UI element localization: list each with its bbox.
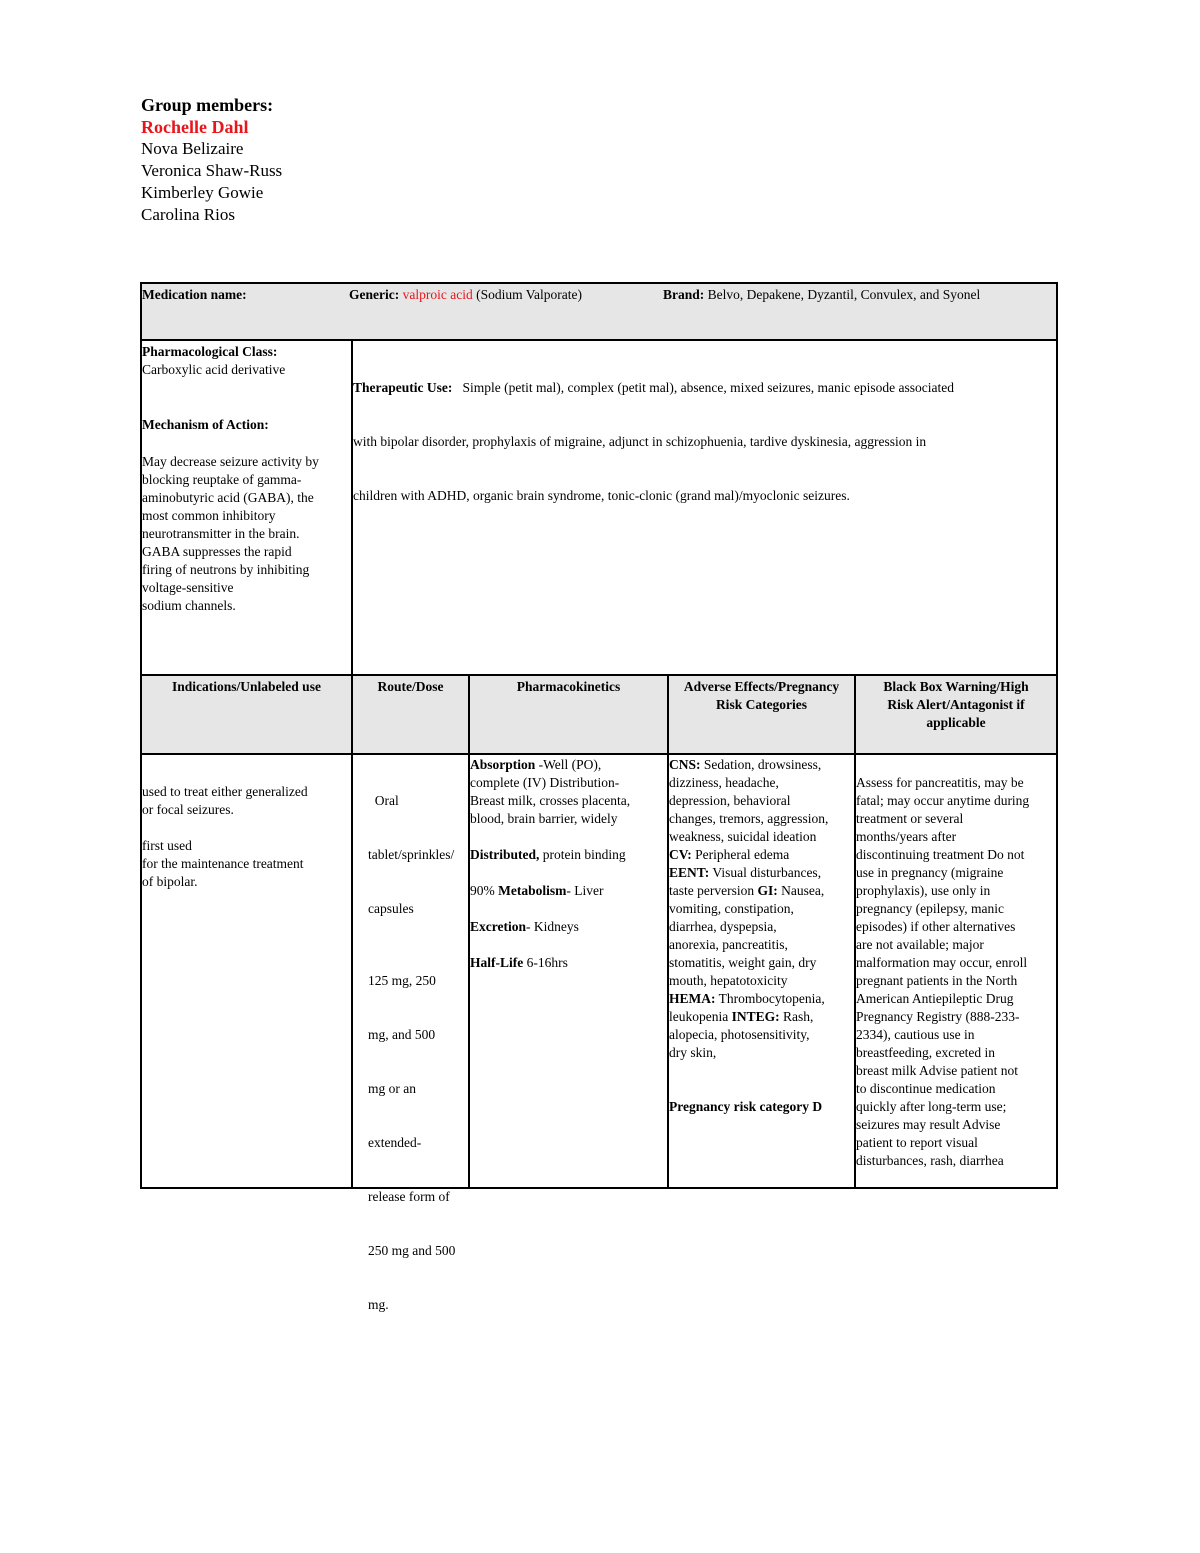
adverse-line: changes, tremors, aggression, — [669, 811, 829, 826]
warning-line: treatment or several — [856, 811, 964, 826]
indications-line: for the maintenance treatment — [142, 856, 304, 871]
route-dose-cell — [368, 756, 472, 1350]
metabolism-label: Metabolism — [498, 883, 567, 898]
dose-line: mg or an — [368, 1081, 416, 1096]
indications-line: or focal seizures. — [142, 802, 234, 817]
dose-line: release form of — [368, 1189, 450, 1204]
warning-line: episodes) if other alternatives — [856, 919, 1016, 934]
medication-name-label — [142, 286, 247, 304]
medication-table — [140, 282, 1058, 1312]
half-life-label: Half-Life — [470, 955, 524, 970]
brand-label: Brand: — [663, 287, 705, 302]
row-divider — [140, 339, 1058, 341]
excretion-text: - Kidneys — [526, 919, 579, 934]
col-header-blackbox-line: Risk Alert/Antagonist if — [887, 697, 1025, 712]
therapeutic-use-cell — [353, 343, 1053, 541]
col-header-route — [353, 678, 468, 696]
member-name: Carolina Rios — [141, 205, 235, 224]
generic-label: Generic: — [349, 287, 400, 302]
member-name: Kimberley Gowie — [141, 183, 264, 202]
moa-line: voltage-sensitive — [142, 580, 234, 595]
eent-label: EENT: — [669, 865, 710, 880]
col-header-indications — [142, 678, 351, 696]
row-divider — [140, 753, 1058, 755]
warning-line: patient to report visual — [856, 1135, 978, 1150]
medication-name-text: Medication name: — [142, 287, 247, 302]
pharm-class-value: Carboxylic acid derivative — [142, 362, 286, 377]
col-header-route-text: Route/Dose — [377, 679, 444, 694]
black-box-warning-cell — [856, 774, 1056, 1170]
therapeutic-line: children with ADHD, organic brain syndrome, tonic-clonic (grand mal)/myoclonic seizures. — [353, 488, 850, 503]
warning-line: months/years after — [856, 829, 957, 844]
brand-value: Belvo, Depakene, Dyzantil, Convulex, and Syonel — [704, 287, 981, 302]
cns-label: CNS: — [669, 757, 701, 772]
members-heading: Group members: — [141, 95, 274, 115]
pharmacological-class-cell — [142, 343, 349, 615]
integ-text: Rash, — [779, 1009, 814, 1024]
generic-value: valproic acid — [402, 287, 473, 302]
warning-line: prophylaxis), use only in — [856, 883, 991, 898]
generic-name — [349, 286, 582, 304]
col-header-adverse — [669, 678, 854, 714]
route-line: Oral — [368, 793, 399, 808]
warning-line: fatal; may occur anytime during — [856, 793, 1030, 808]
metabolism-prefix: 90% — [470, 883, 499, 898]
col-header-adverse-line: Adverse Effects/Pregnancy — [683, 679, 840, 694]
gi-prefix: taste perversion — [669, 883, 758, 898]
brand-name — [663, 286, 980, 304]
warning-line: pregnant patients in the North — [856, 973, 1018, 988]
eent-text: Visual disturbances, — [709, 865, 822, 880]
pharmacokinetics-cell — [470, 756, 667, 972]
moa-line: blocking reuptake of gamma- — [142, 472, 302, 487]
member-name: Nova Belizaire — [141, 139, 244, 158]
pk-line: blood, brain barrier, widely — [470, 811, 618, 826]
member-name: Veronica Shaw-Russ — [141, 161, 283, 180]
gi-text: Nausea, — [777, 883, 825, 898]
group-members — [141, 94, 282, 226]
warning-line: seizures may result Advise — [856, 1117, 1001, 1132]
table-border — [1056, 282, 1058, 1189]
moa-line: May decrease seizure activity by — [142, 454, 319, 469]
adverse-effects-cell — [669, 756, 856, 1116]
col-header-blackbox-line: Black Box Warning/High — [883, 679, 1029, 694]
metabolism-text: - Liver — [566, 883, 604, 898]
table-border — [140, 1187, 1058, 1189]
cns-text: Sedation, drowsiness, — [700, 757, 822, 772]
warning-line: are not available; major — [856, 937, 984, 952]
integ-prefix: leukopenia — [669, 1009, 732, 1024]
moa-line: aminobutyric acid (GABA), the — [142, 490, 314, 505]
route-line: tablet/sprinkles/ — [368, 847, 455, 862]
indications-line: used to treat either generalized — [142, 784, 308, 799]
cv-text: Peripheral edema — [691, 847, 790, 862]
excretion-label: Excretion — [470, 919, 526, 934]
half-life-text: 6-16hrs — [523, 955, 568, 970]
adverse-line: dizziness, headache, — [669, 775, 779, 790]
dose-line: mg, and 500 — [368, 1027, 436, 1042]
warning-line: pregnancy (epilepsy, manic — [856, 901, 1004, 916]
warning-line: Assess for pancreatitis, may be — [856, 775, 1024, 790]
warning-line: malformation may occur, enroll — [856, 955, 1028, 970]
col-header-pk-text: Pharmacokinetics — [516, 679, 621, 694]
warning-line: 2334), cautious use in — [856, 1027, 975, 1042]
indications-line: of bipolar. — [142, 874, 198, 889]
hema-label: HEMA: — [669, 991, 716, 1006]
moa-line: neurotransmitter in the brain. — [142, 526, 300, 541]
warning-line: disturbances, rash, diarrhea — [856, 1153, 1004, 1168]
moa-line: most common inhibitory — [142, 508, 276, 523]
gi-label: GI: — [757, 883, 778, 898]
moa-label: Mechanism of Action: — [142, 417, 269, 432]
adverse-line: mouth, hepatotoxicity — [669, 973, 788, 988]
generic-extra: (Sodium Valporate) — [472, 287, 582, 302]
warning-line: use in pregnancy (migraine — [856, 865, 1004, 880]
therapeutic-line: Simple (petit mal), complex (petit mal), absence, mixed seizures, manic episode associated — [452, 380, 954, 395]
warning-line: discontinuing treatment Do not — [856, 847, 1025, 862]
route-line: capsules — [368, 901, 414, 916]
adverse-line: diarrhea, dyspepsia, — [669, 919, 777, 934]
therapeutic-line: with bipolar disorder, prophylaxis of migraine, adjunct in schizophuenia, tardive dyskinesia, aggression in — [353, 434, 927, 449]
warning-line: breastfeeding, excreted in — [856, 1045, 996, 1060]
pregnancy-category: Pregnancy risk category D — [669, 1099, 823, 1114]
table-border — [140, 282, 1058, 284]
warning-line: to discontinue medication — [856, 1081, 996, 1096]
therapeutic-label: Therapeutic Use: — [353, 380, 453, 395]
adverse-line: depression, behavioral — [669, 793, 791, 808]
adverse-line: anorexia, pancreatitis, — [669, 937, 788, 952]
distributed-text: protein binding — [539, 847, 626, 862]
adverse-line: dry skin, — [669, 1045, 717, 1060]
dose-line: 250 mg and 500 — [368, 1243, 456, 1258]
indications-line: first used — [142, 838, 192, 853]
warning-line: Pregnancy Registry (888-233- — [856, 1009, 1020, 1024]
integ-label: INTEG: — [731, 1009, 780, 1024]
col-header-blackbox — [856, 678, 1056, 732]
pk-line: Breast milk, crosses placenta, — [470, 793, 631, 808]
adverse-line: weakness, suicidal ideation — [669, 829, 817, 844]
adverse-line: alopecia, photosensitivity, — [669, 1027, 810, 1042]
distributed-label: Distributed, — [470, 847, 540, 862]
hema-text: Thrombocytopenia, — [715, 991, 825, 1006]
moa-text — [142, 453, 349, 615]
row-divider — [140, 674, 1058, 676]
col-header-adverse-line: Risk Categories — [715, 697, 808, 712]
absorption-text: -Well (PO), — [535, 757, 602, 772]
warning-line: breast milk Advise patient not — [856, 1063, 1018, 1078]
moa-line: GABA suppresses the rapid — [142, 544, 292, 559]
pk-line: complete (IV) Distribution- — [470, 775, 620, 790]
adverse-line: vomiting, constipation, — [669, 901, 794, 916]
dose-line: mg. — [368, 1297, 389, 1312]
member-name-highlighted: Rochelle Dahl — [141, 117, 249, 137]
dose-line: extended- — [368, 1135, 422, 1150]
warning-line: American Antiepileptic Drug — [856, 991, 1014, 1006]
col-header-indications-text: Indications/Unlabeled use — [172, 679, 321, 694]
cv-label: CV: — [669, 847, 692, 862]
col-header-pharmacokinetics — [470, 678, 667, 696]
moa-line: firing of neutrons by inhibiting — [142, 562, 310, 577]
col-header-blackbox-line: applicable — [926, 715, 986, 730]
indications-cell — [142, 783, 349, 891]
moa-line: sodium channels. — [142, 598, 236, 613]
warning-line: quickly after long-term use; — [856, 1099, 1007, 1114]
pharm-class-label: Pharmacological Class: — [142, 344, 278, 359]
absorption-label: Absorption — [470, 757, 536, 772]
adverse-line: stomatitis, weight gain, dry — [669, 955, 817, 970]
dose-line: 125 mg, 250 — [368, 973, 436, 988]
